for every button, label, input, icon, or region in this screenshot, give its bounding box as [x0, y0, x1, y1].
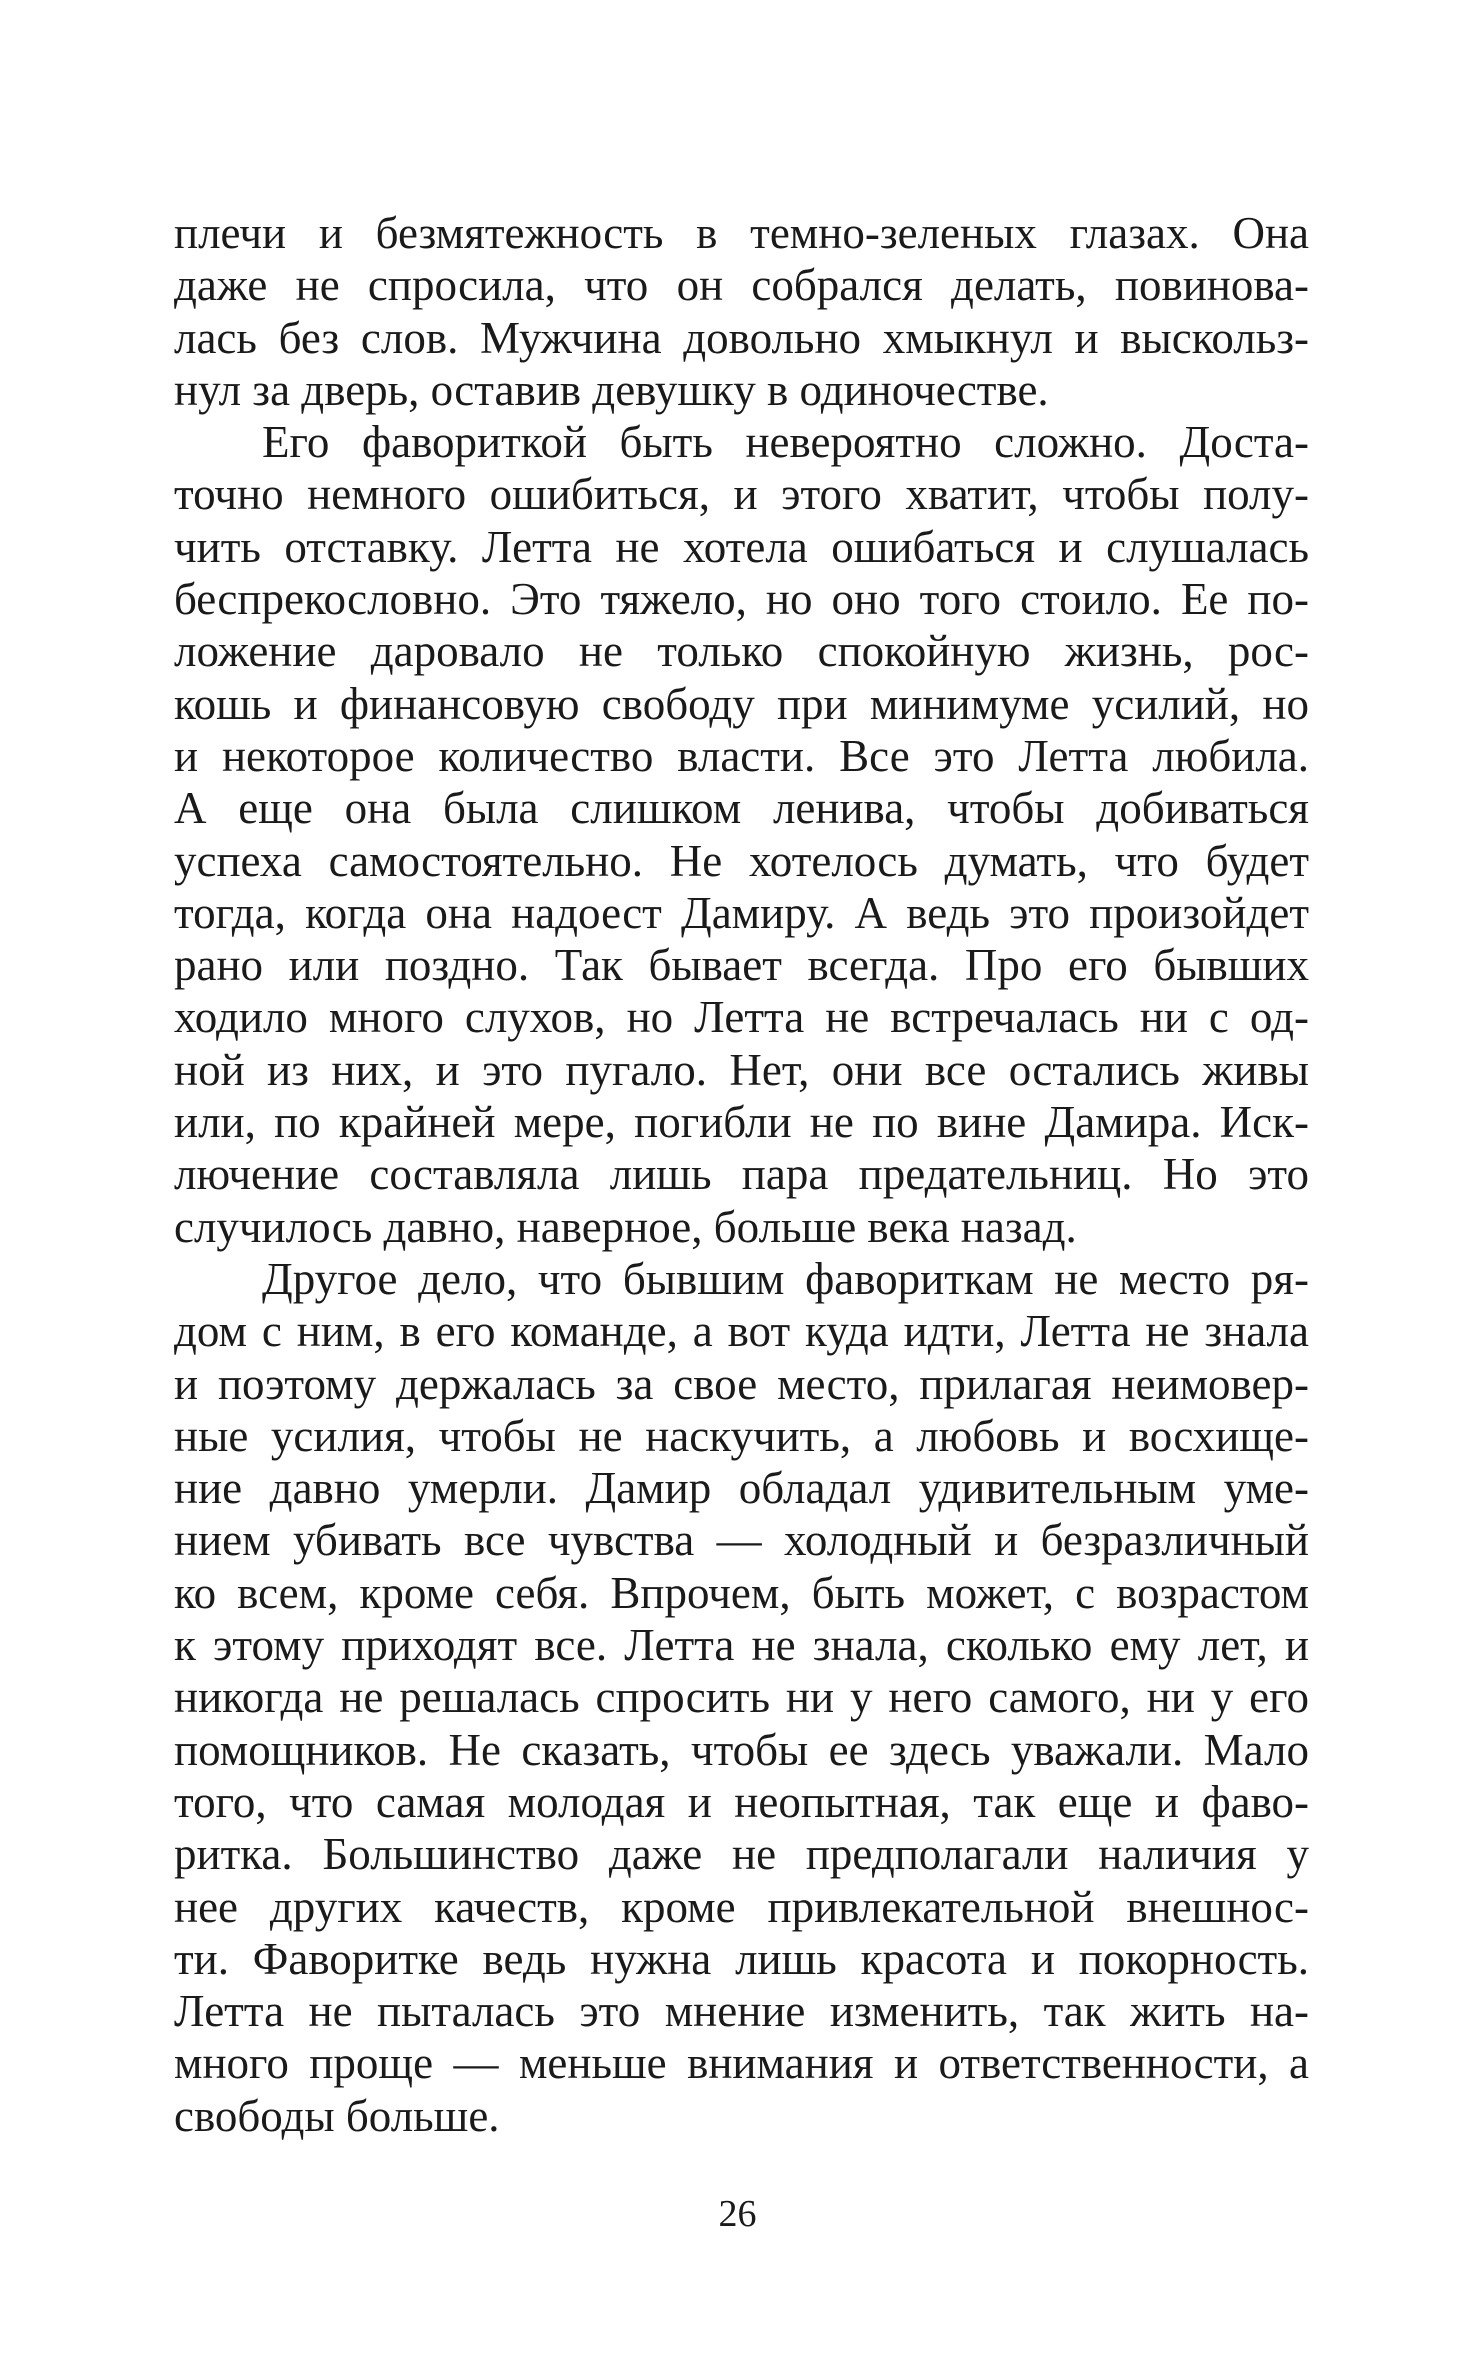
text-line: тогда, когда она надоест Дамиру. А ведь это произойдет [174, 887, 1309, 938]
text-line: Летта не пыталась это мнение изменить, так жить на- [174, 1986, 1309, 2037]
text-line: плечи и безмятежность в темно-зеленых глазах. Она [174, 208, 1309, 258]
text-line: лась без слов. Мужчина довольно хмыкнул и выскольз- [174, 312, 1309, 363]
text-line: дом с ним, в его команде, а вот куда идти, Летта не знала [174, 1306, 1309, 1357]
text-line: нул за дверь, оставив девушку в одиночестве. [174, 364, 1049, 415]
text-line: или, по крайней мере, погибли не по вине Дамира. Иск- [174, 1097, 1309, 1148]
text-line: нием убивать все чувства — холодный и безразличный [174, 1515, 1309, 1566]
text-line: ной из них, и это пугало. Нет, они все остались живы [174, 1044, 1309, 1095]
text-line: Его фавориткой быть невероятно сложно. Доста- [262, 417, 1309, 468]
text-line: лючение составляла лишь пара предательниц. Но это [174, 1149, 1309, 1200]
text-line: точно немного ошибиться, и этого хватит, чтобы полу- [174, 469, 1309, 520]
text-line: того, что самая молодая и неопытная, так еще и фаво- [174, 1776, 1309, 1827]
body-text [174, 207, 1309, 2142]
text-line: А еще она была слишком ленива, чтобы добиваться [174, 783, 1309, 834]
text-line: успеха самостоятельно. Не хотелось думать, что будет [174, 835, 1309, 886]
text-line: ти. Фаворитке ведь нужна лишь красота и покорность. [174, 1933, 1309, 1984]
text-line: беспрекословно. Это тяжело, но оно того стоило. Ее по- [174, 574, 1309, 625]
paragraph [174, 416, 1309, 1253]
paragraph [174, 1253, 1309, 2142]
text-line: нее других качеств, кроме привлекательной внешнос- [174, 1881, 1309, 1932]
text-line: ние давно умерли. Дамир обладал удивительным уме- [174, 1463, 1309, 1514]
text-line: много проще — меньше внимания и ответственности, а [174, 2038, 1309, 2089]
text-line: и некоторое количество власти. Все это Летта любила. [174, 730, 1309, 781]
text-line: чить отставку. Летта не хотела ошибаться и слушалась [174, 521, 1309, 572]
text-line: ко всем, кроме себя. Впрочем, быть может, с возрастом [174, 1567, 1309, 1618]
text-line: свободы больше. [174, 2090, 500, 2141]
text-line: ходило много слухов, но Летта не встречалась ни с од- [174, 992, 1309, 1043]
text-line: даже не спросила, что он собрался делать, повинова- [174, 260, 1309, 311]
text-line: помощников. Не сказать, чтобы ее здесь уважали. Мало [174, 1724, 1309, 1775]
text-line: и поэтому держалась за свое место, прилагая неимовер- [174, 1358, 1309, 1409]
text-line: ные усилия, чтобы не наскучить, а любовь и восхище- [174, 1410, 1309, 1461]
text-line: Другое дело, что бывшим фавориткам не место ря- [262, 1253, 1309, 1304]
text-line: ложение даровало не только спокойную жизнь, рос- [174, 626, 1309, 677]
text-line: кошь и финансовую свободу при минимуме усилий, но [174, 678, 1309, 729]
text-line: случилось давно, наверное, больше века назад. [174, 1201, 1077, 1252]
paragraph [174, 207, 1309, 416]
text-line: никогда не решалась спросить ни у него самого, ни у его [174, 1672, 1309, 1723]
text-line: рано или поздно. Так бывает всегда. Про его бывших [174, 940, 1309, 991]
text-line: к этому приходят все. Летта не знала, сколько ему лет, и [174, 1620, 1309, 1671]
page-number: 26 [718, 2193, 757, 2235]
text-line: ритка. Большинство даже не предполагали наличия у [174, 1829, 1309, 1880]
